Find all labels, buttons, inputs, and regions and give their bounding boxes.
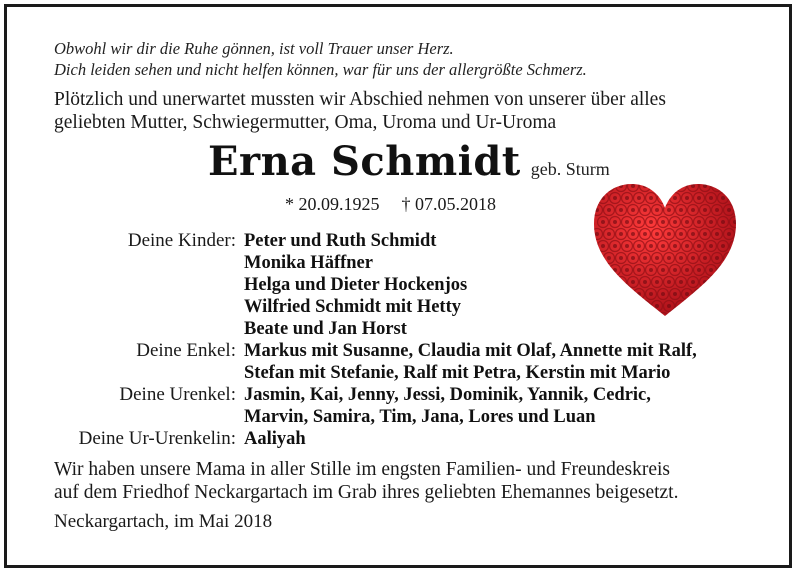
great-great-grandchild-label: Deine Ur-Urenkelin: (78, 428, 236, 449)
burial-line-2: auf dem Friedhof Neckargartach im Grab ihres geliebten Ehemannes beigesetzt. (54, 482, 679, 503)
birth-date: * 20.09.1925 (285, 194, 380, 214)
rose-heart-icon (590, 180, 740, 320)
grandchildren-line: Stefan mit Stefanie, Ralf mit Petra, Kerstin mit Mario (244, 363, 671, 383)
life-dates (285, 194, 496, 215)
death-date: † 07.05.2018 (401, 194, 496, 214)
verse-line-2: Dich leiden sehen und nicht helfen können, war für uns der allergrößte Schmerz. (54, 60, 587, 79)
child-entry: Monika Häffner (244, 253, 373, 273)
children-names (244, 230, 467, 340)
intro-text (54, 88, 666, 134)
great-grandchildren-names (244, 384, 651, 428)
intro-line-2: geliebten Mutter, Schwiegermutter, Oma, Uroma und Ur-Uroma (54, 112, 557, 133)
great-grandchildren-line: Marvin, Samira, Tim, Jana, Lores und Luan (244, 407, 596, 427)
grandchildren-label: Deine Enkel: (136, 340, 236, 361)
verse-line-1: Obwohl wir dir die Ruhe gönnen, ist voll Trauer unser Herz. (54, 39, 454, 58)
child-entry: Peter und Ruth Schmidt (244, 231, 437, 251)
great-grandchildren-line: Jasmin, Kai, Jenny, Jessi, Dominik, Yannik, Cedric, (244, 385, 651, 405)
maiden-name: geb. Sturm (530, 159, 610, 179)
great-grandchildren-label: Deine Urenkel: (119, 384, 236, 405)
intro-line-1: Plötzlich und unerwartet mussten wir Abschied nehmen von unserer über alles (54, 89, 666, 110)
memorial-verse (54, 38, 587, 80)
deceased-name-row (208, 138, 610, 185)
burial-line-1: Wir haben unsere Mama in aller Stille im engsten Familien- und Freundeskreis (54, 459, 671, 480)
child-entry: Beate und Jan Horst (244, 319, 407, 339)
child-entry: Helga und Dieter Hockenjos (244, 275, 468, 295)
grandchildren-names (244, 340, 697, 384)
burial-text (54, 458, 678, 504)
child-entry: Wilfried Schmidt mit Hetty (244, 297, 462, 317)
great-great-grandchild-names (244, 428, 306, 450)
grandchildren-line: Markus mit Susanne, Claudia mit Olaf, Annette mit Ralf, (244, 341, 697, 361)
children-label: Deine Kinder: (127, 230, 236, 251)
great-great-grandchild-entry: Aaliyah (244, 429, 306, 449)
place-and-date: Neckargartach, im Mai 2018 (54, 511, 273, 532)
deceased-name: Erna Schmidt (208, 138, 521, 185)
